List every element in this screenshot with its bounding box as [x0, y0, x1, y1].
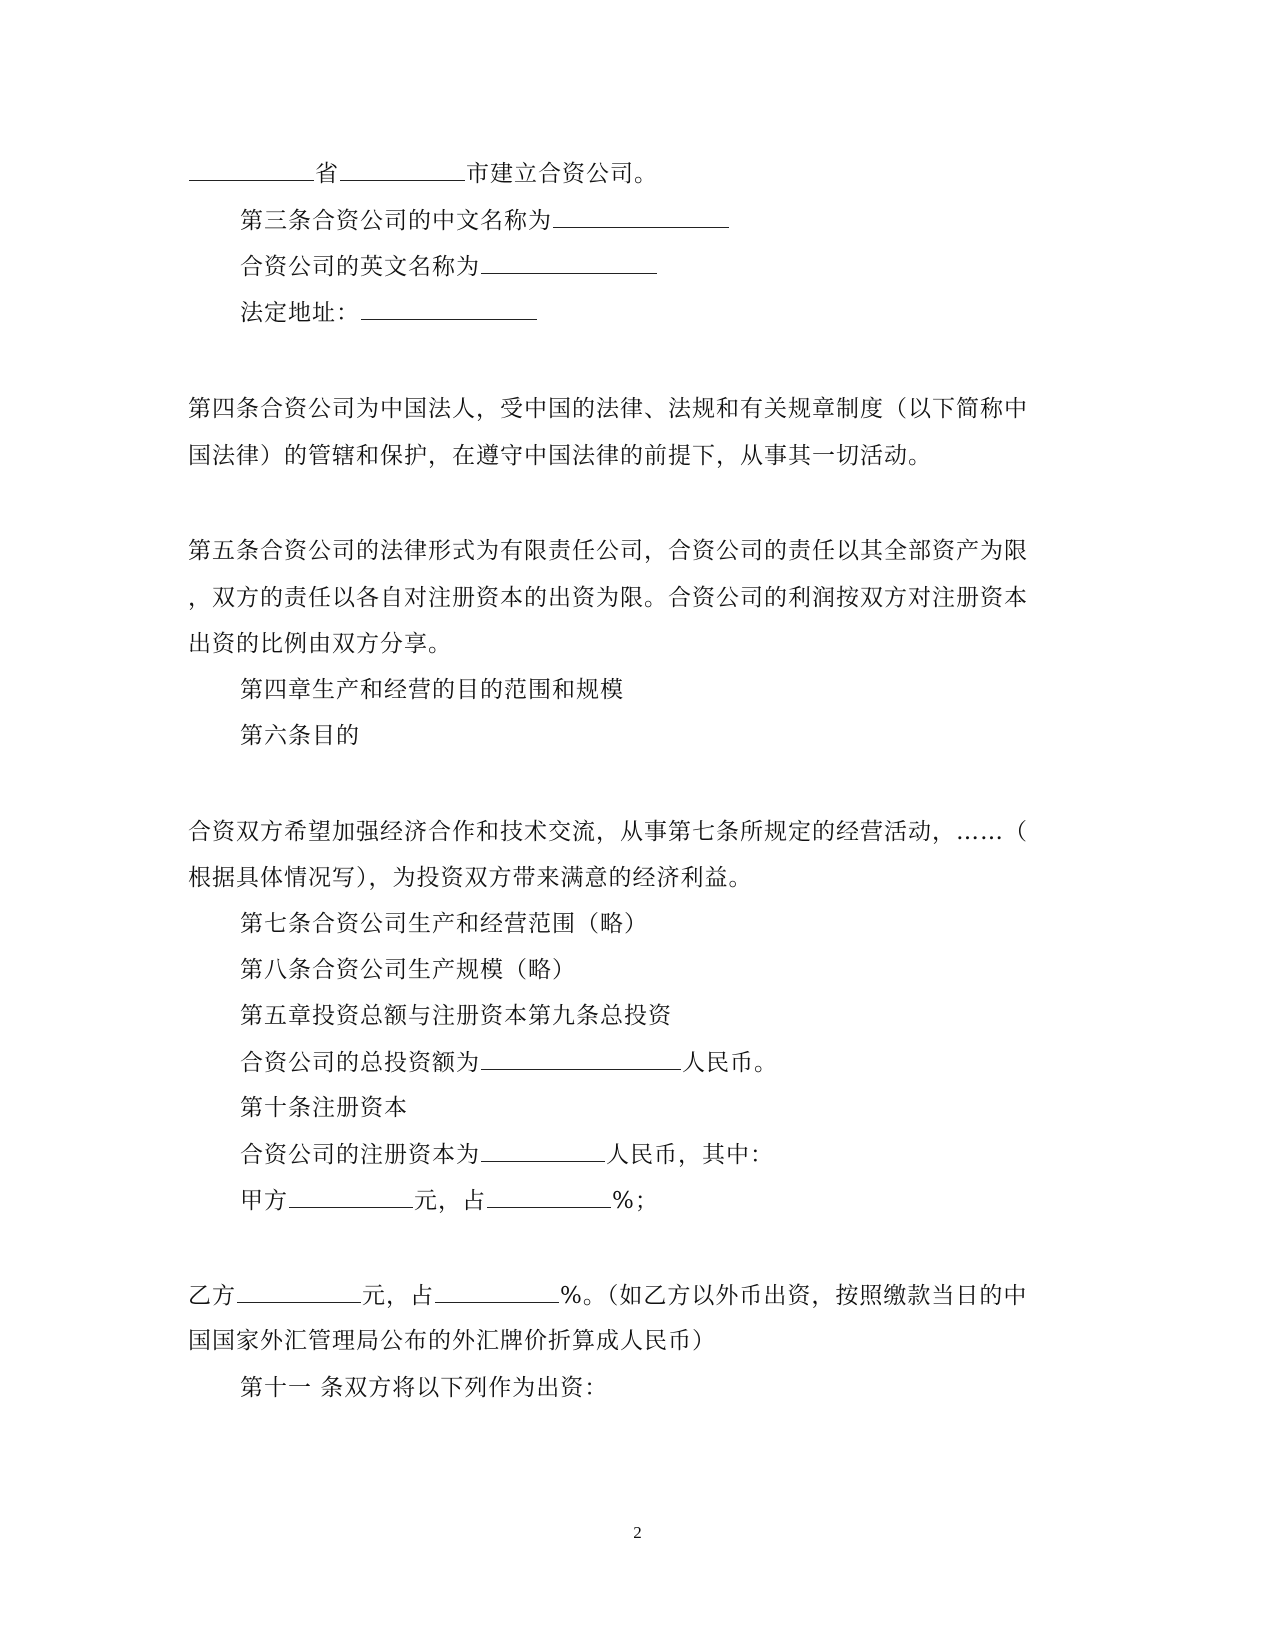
text-segment: 元，占 [414, 1188, 486, 1214]
line-chinese-name [240, 205, 730, 236]
text-segment: 出资的比例由双方分享。 [188, 631, 452, 657]
text-segment: 省 [315, 161, 339, 187]
blank-field [487, 1185, 611, 1208]
text-segment: 第八条合资公司生产规模（略） [240, 957, 576, 983]
blank-field [189, 158, 314, 181]
paragraph-line [188, 817, 1028, 847]
text-segment: 元，占 [362, 1283, 434, 1309]
text-segment: 第十条注册资本 [240, 1095, 408, 1121]
article-heading [240, 721, 360, 751]
text-segment: 人民币，其中： [606, 1142, 774, 1168]
paragraph-line [188, 441, 932, 471]
blank-field [435, 1280, 559, 1303]
blank-field [361, 297, 537, 320]
paragraph-line [188, 629, 452, 659]
line-registered-capital [240, 1139, 774, 1170]
paragraph-line [188, 1326, 716, 1356]
line-party-a-share [240, 1185, 659, 1216]
text-segment: 第四条合资公司为中国法人，受中国的法律、法规和有关规章制度（以下简称中 [188, 396, 1028, 422]
article-line [240, 955, 576, 985]
paragraph-line [188, 863, 753, 893]
text-segment: 国法律）的管辖和保护，在遵守中国法律的前提下，从事其一切活动。 [188, 443, 932, 469]
text-segment: 国国家外汇管理局公布的外汇牌价折算成人民币） [188, 1328, 716, 1354]
text-segment: 第十一 条双方将以下列作为出资： [240, 1375, 609, 1401]
line-province-city [188, 158, 658, 189]
text-segment: 第六条目的 [240, 723, 360, 749]
blank-field [340, 158, 465, 181]
line-party-b-share [188, 1280, 1027, 1311]
text-segment: %。（如乙方以外币出资，按照缴款当日的中 [560, 1283, 1028, 1309]
text-segment: 乙方 [188, 1283, 236, 1309]
blank-field [481, 1047, 681, 1070]
text-segment: 第七条合资公司生产和经营范围（略） [240, 911, 648, 937]
text-segment: 法定地址： [240, 300, 360, 326]
text-segment: 第三条合资公司的中文名称为 [240, 208, 552, 234]
text-segment: 根据具体情况写），为投资双方带来满意的经济利益。 [188, 865, 753, 891]
text-segment: 合资公司的英文名称为 [240, 254, 480, 280]
text-segment: 第五章投资总额与注册资本第九条总投资 [240, 1003, 672, 1029]
line-legal-address [240, 297, 538, 328]
paragraph-line [188, 394, 1028, 424]
text-segment: ，双方的责任以各自对注册资本的出资为限。合资公司的利润按双方对注册资本 [188, 585, 1028, 611]
text-segment: 合资双方希望加强经济合作和技术交流，从事第七条所规定的经营活动，……（ [188, 819, 1028, 845]
text-segment: 人民币。 [682, 1050, 778, 1076]
chapter-heading [240, 1001, 672, 1031]
text-segment: 第四章生产和经营的目的范围和规模 [240, 677, 624, 703]
blank-field [481, 251, 657, 274]
blank-field [481, 1139, 605, 1162]
blank-field [289, 1185, 413, 1208]
article-heading [240, 1093, 408, 1123]
paragraph-line [188, 536, 1028, 566]
article-line [240, 909, 648, 939]
text-segment: 合资公司的总投资额为 [240, 1050, 480, 1076]
chapter-heading [240, 675, 624, 705]
blank-field [553, 205, 729, 228]
text-segment: 合资公司的注册资本为 [240, 1142, 480, 1168]
paragraph-line [188, 583, 1028, 613]
text-segment: 市建立合资公司。 [466, 161, 658, 187]
page-number: 2 [633, 1523, 642, 1542]
article-line [240, 1373, 608, 1403]
text-segment: 第五条合资公司的法律形式为有限责任公司，合资公司的责任以其全部资产为限 [188, 538, 1028, 564]
blank-field [237, 1280, 361, 1303]
line-total-investment [240, 1047, 778, 1078]
text-segment: %； [612, 1188, 659, 1214]
text-segment: 甲方 [240, 1188, 288, 1214]
line-english-name [240, 251, 658, 282]
